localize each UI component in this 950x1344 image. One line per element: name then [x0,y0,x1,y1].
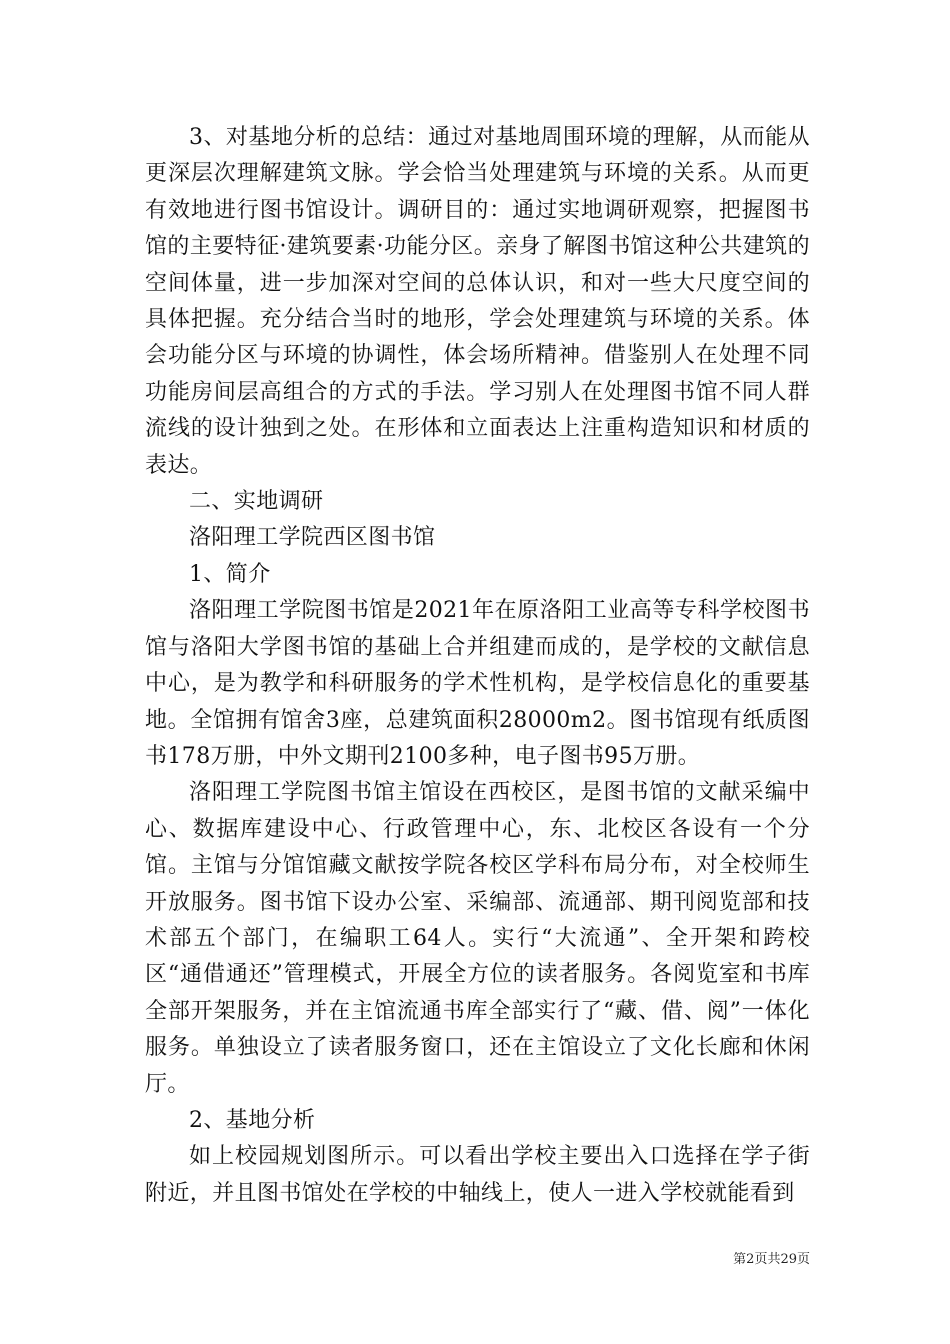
page-number: 第2页共29页 [733,1252,810,1267]
main-library-paragraph: 洛阳理工学院图书馆主馆设在西校区，是图书馆的文献采编中心、数据库建设中心、行政管理中心，东、北校区各设有一个分馆。主馆与分馆馆藏文献按学院各校区学科布局分布，对全校师生开放服务。图书馆下设办公室、采编部、流通部、期刊阅览部和技术部五个部门，在编职工64人。实行“大流通”、全开架和跨校区“通借通还”管理模式，开展全方位的读者服务。各阅览室和书库全部开架服务，并在主馆流通书库全部实行了“藏、借、阅”一体化服务。单独设立了读者服务窗口，还在主馆设立了文化长廊和休闲厅。 [145,780,810,1097]
subheading-introduction: 1、简介 [189,561,271,587]
site-analysis-paragraph: 如上校园规划图所示。可以看出学校主要出入口选择在学子街附近，并且图书馆处在学校的中轴线上，使人一进入学校就能看到 [145,1144,810,1206]
document-body [145,120,810,1212]
summary-paragraph: 3、对基地分析的总结：通过对基地周围环境的理解，从而能从更深层次理解建筑文脉。学会恰当处理建筑与环境的关系。从而更有效地进行图书馆设计。调研目的：通过实地调研观察，把握图书馆的主要特征·建筑要素·功能分区。亲身了解图书馆这种公共建筑的空间体量，进一步加深对空间的总体认识，和对一些大尺度空间的具体把握。充分结合当时的地形，学会处理建筑与环境的关系。体会功能分区与环境的协调性，体会场所精神。借鉴别人在处理不同功能房间层高组合的方式的手法。学习别人在处理图书馆不同人群流线的设计独到之处。在形体和立面表达上注重构造知识和材质的表达。 [145,125,810,478]
subheading-library-name: 洛阳理工学院西区图书馆 [189,525,436,551]
subheading-site-analysis: 2、基地分析 [189,1107,316,1133]
section-heading-field-research: 二、实地调研 [189,489,324,515]
intro-paragraph: 洛阳理工学院图书馆是2021年在原洛阳工业高等专科学校图书馆与洛阳大学图书馆的基础上合并组建而成的，是学校的文献信息中心，是为教学和科研服务的学术性机构，是学校信息化的重要基地。全馆拥有馆舍3座，总建筑面积28000m2。图书馆现有纸质图书178万册，中外文期刊2100多种，电子图书95万册。 [145,598,810,769]
